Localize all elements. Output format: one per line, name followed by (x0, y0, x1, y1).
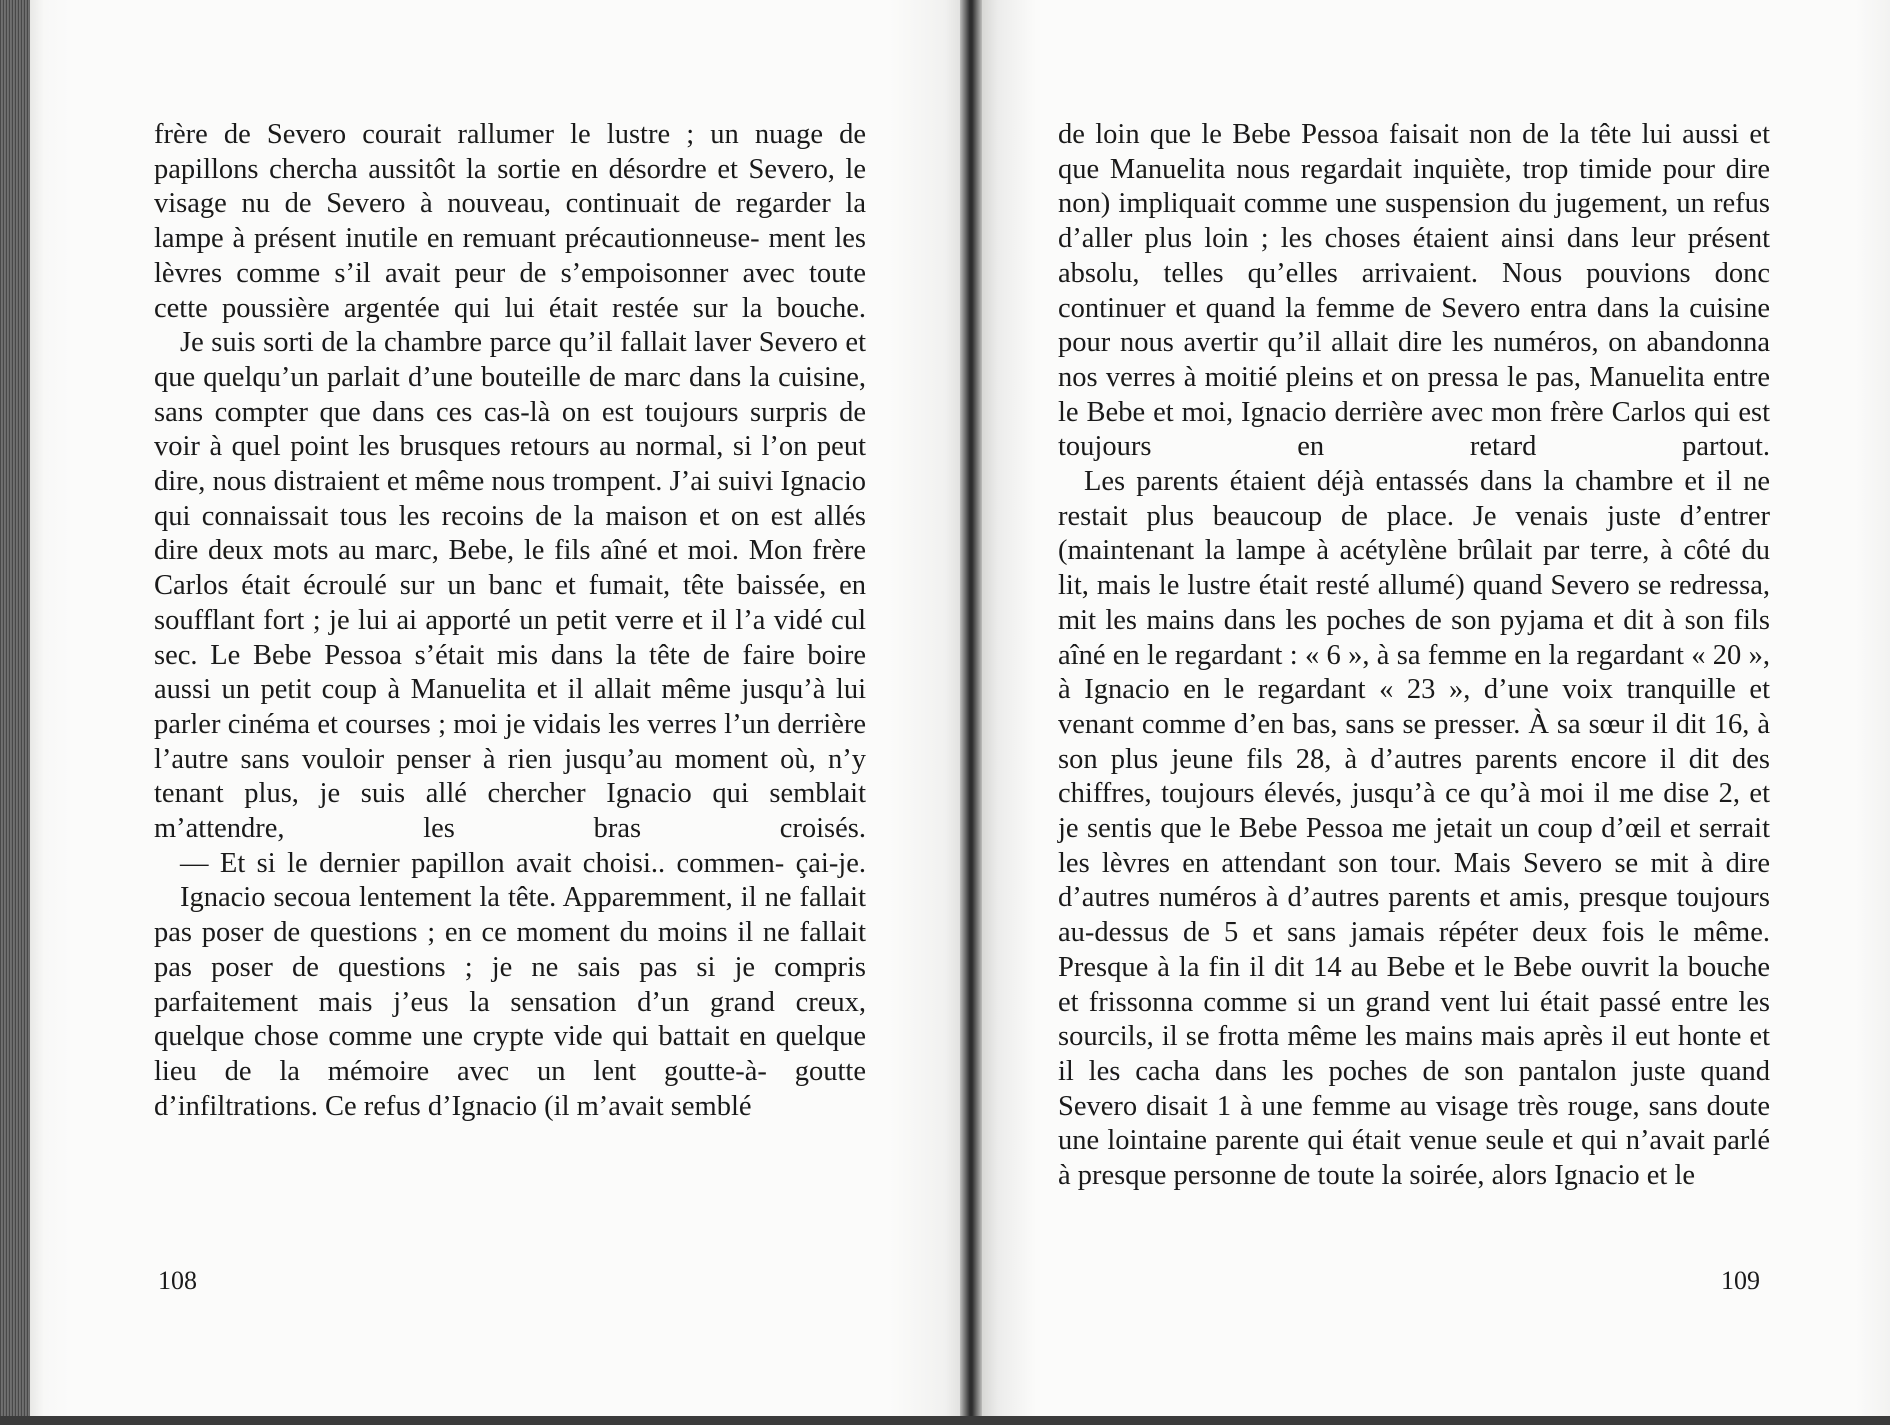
paragraph: Je suis sorti de la chambre parce qu’il fallait laver Severo et que quelqu’un parlait d’une bouteille de marc dans la cuisine, sans compter que dans ces cas-là on est toujours surpris de voir à quel point les brusques retours au normal, si l’on peut dire, nous distraient et même nous trompent. J’ai suivi Ignacio qui connaissait tous les recoins de la maison et on est allés dire deux mots au marc, Bebe, le fils aîné et moi. Mon frère Carlos était écroulé sur un banc et fumait, tête baissée, en soufflant fort ; je lui ai apporté un petit verre et il l’a vidé cul sec. Le Bebe Pessoa s’était mis dans la tête de faire boire aussi un petit coup à Manuelita et il allait même jusqu’à lui parler cinéma et courses ; moi je vidais les verres l’un derrière l’autre sans vouloir penser à rien jusqu’au moment où, n’y tenant plus, je suis allé chercher Ignacio qui semblait m’attendre, les bras croisés. (154, 327, 866, 845)
book-gutter (960, 0, 982, 1425)
left-page-text (154, 118, 866, 1124)
paragraph: — Et si le dernier papillon avait choisi.. commen- çai-je. (180, 847, 866, 879)
paragraph: Ignacio secoua lentement la tête. Apparemment, il ne fallait pas poser de questions ; en ce moment du moins il ne fallait pas poser de questions ; je ne sais pas si je compris parfaitement mais j’eus la sensation d’un grand creux, quelque chose comme une crypte vide qui battait en quelque lieu de la mémoire avec un lent goutte-à- goutte d’infiltrations. Ce refus d’Ignacio (il m’avait semblé (154, 882, 866, 1122)
paragraph: Les parents étaient déjà entassés dans la chambre et il ne restait plus beaucoup de place. Je venais juste d’entrer (maintenant la lampe à acétylène brûlait par terre, à côté du lit, mais le lustre était resté allumé) quand Severo se redressa, mit les mains dans les poches de son pyjama et dit à son fils aîné en le regardant : « 6 », à sa femme en la regardant « 20 », à Ignacio en le regardant « 23 », d’une voix tranquille et venant comme d’en bas, sans se presser. À sa sœur il dit 16, à son plus jeune fils 28, à d’autres parents encore il dit des chiffres, toujours élevés, jusqu’à ce qu’à moi il me dise 2, et je sentis que le Bebe Pessoa me jetait un coup d’œil et serrait les lèvres en attendant son tour. Mais Severo se mit à dire d’autres numéros à d’autres parents et amis, presque toujours au-dessus de 5 et sans jamais répéter deux fois le même. Presque à la fin il dit 14 au Bebe et le Bebe ouvrit la bouche et frissonna comme si un grand vent lui était passé entre les sourcils, il se frotta même les mains mais après il eut honte et il les cacha dans les poches de son pantalon juste quand Severo disait 1 à une femme au visage très rouge, sans doute une lointaine parente qui était venue seule et qui n’avait parlé à presque personne de toute la soirée, alors Ignacio et le (1058, 466, 1770, 1192)
page-stack-edge (0, 0, 30, 1425)
paragraph: de loin que le Bebe Pessoa faisait non de la tête lui aussi et que Manuelita nous regardait inquiète, trop timide pour dire non) impliquait comme une suspension du jugement, un refus d’aller plus loin ; les choses étaient ainsi dans leur présent absolu, telles qu’elles arrivaient. Nous pouvions donc continuer et quand la femme de Severo entra dans la cuisine pour nous avertir qu’il allait dire les numéros, on abandonna nos verres à moitié pleins et on pressa le pas, Manuelita entre le Bebe et moi, Ignacio derrière avec mon frère Carlos qui est toujours en retard partout. (1058, 119, 1770, 463)
right-page-text (1058, 118, 1770, 1194)
page-number-left: 108 (158, 1266, 197, 1295)
page-bottom-edge (0, 1416, 1890, 1425)
page-number-right: 109 (1721, 1266, 1760, 1295)
paragraph: frère de Severo courait rallumer le lustre ; un nuage de papillons chercha aussitôt la sortie en désordre et Severo, le visage nu de Severo à nouveau, continuait de regarder la lampe à présent inutile en remuant précautionneuse- ment les lèvres comme s’il avait peur de s’empoisonner avec toute cette poussière argentée qui lui était restée sur la bouche. (154, 119, 866, 324)
